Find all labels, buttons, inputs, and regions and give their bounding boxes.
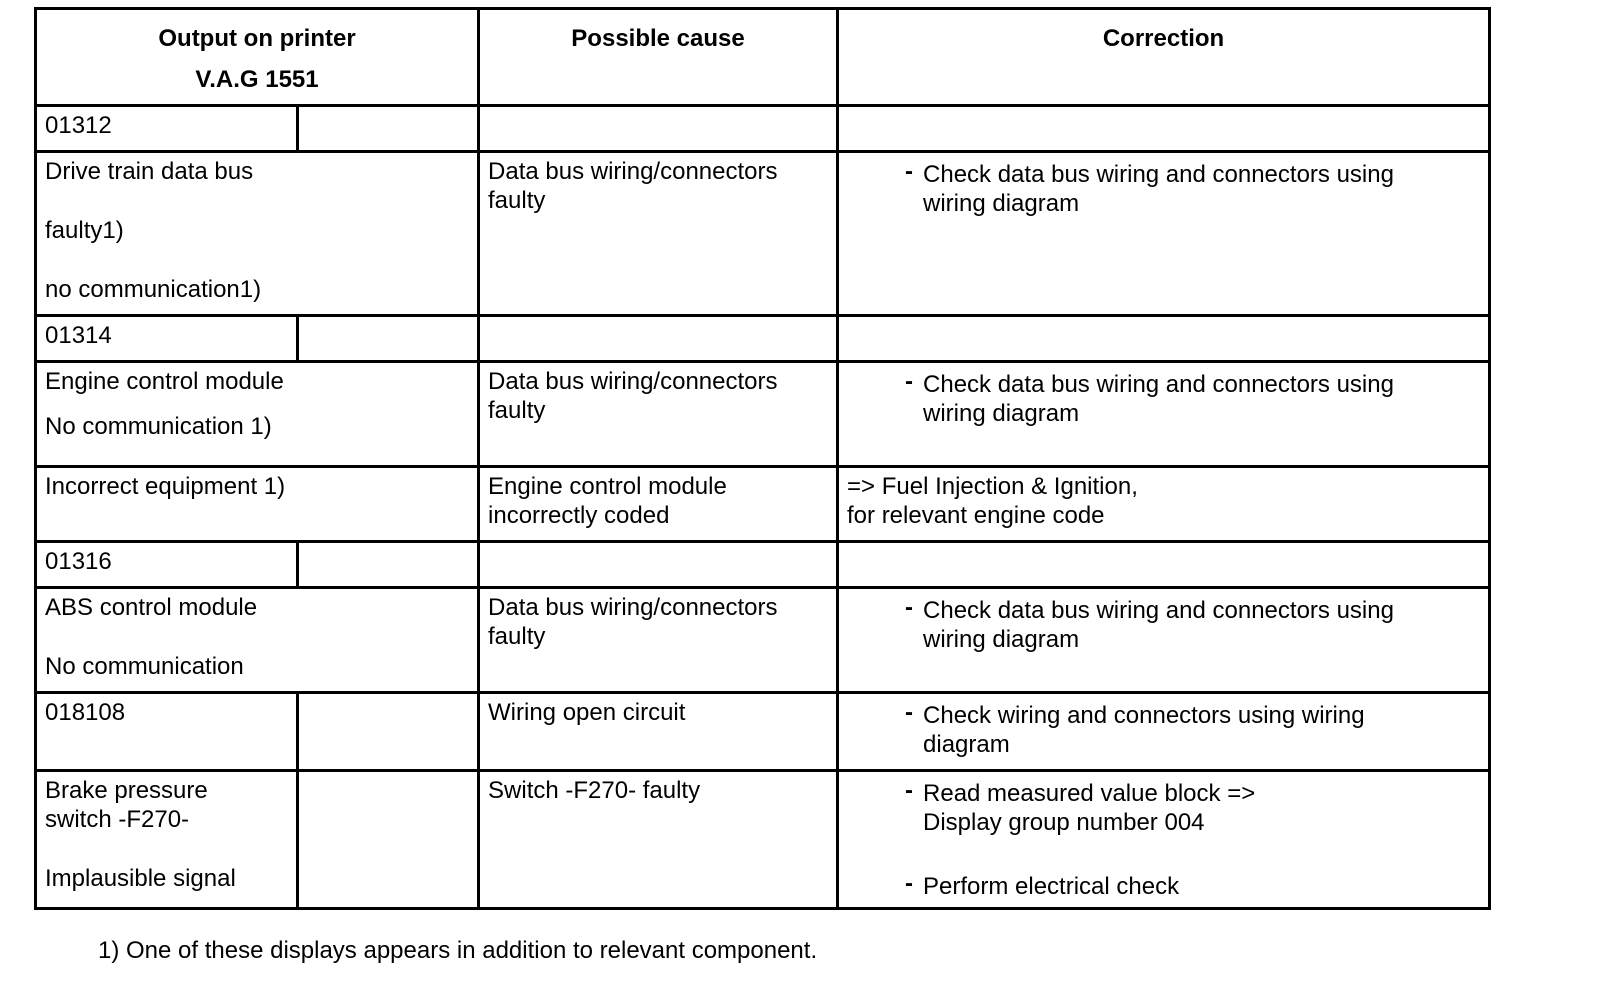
fault-table <box>34 7 1491 910</box>
table-row <box>36 467 1490 542</box>
correction-line: Check wiring and connectors using wiring <box>923 702 1365 729</box>
correction <box>838 588 1490 693</box>
possible-cause <box>479 588 838 693</box>
dash-bullet-icon: - <box>905 699 914 726</box>
correction-step <box>847 698 1480 759</box>
correction-line: wiring diagram <box>923 190 1080 217</box>
fault-code: 01312 <box>36 106 298 152</box>
table-row <box>36 693 1490 771</box>
possible-cause <box>479 467 838 542</box>
cause-line: Data bus wiring/connectors <box>488 158 778 185</box>
header-output-line1: Output on printer <box>158 25 356 52</box>
table-row <box>36 542 1490 588</box>
possible-cause <box>479 152 838 316</box>
table-header-row <box>36 9 1490 106</box>
fault-line: switch -F270- <box>45 806 190 833</box>
possible-cause: Wiring open circuit <box>479 693 838 771</box>
correction-line: Check data bus wiring and connectors using <box>923 161 1394 188</box>
cause-line: faulty <box>488 187 546 214</box>
empty-cell <box>479 316 838 362</box>
empty-cell <box>298 771 479 909</box>
fault-description: Incorrect equipment 1) <box>36 467 479 542</box>
fault-line: Implausible signal <box>45 865 236 892</box>
correction-line: diagram <box>923 731 1010 758</box>
empty-cell <box>298 106 479 152</box>
correction-line: Check data bus wiring and connectors using <box>923 371 1394 398</box>
fault-line: No communication 1) <box>45 413 272 440</box>
possible-cause <box>479 362 838 467</box>
correction-step <box>847 776 1480 837</box>
footnote: 1) One of these displays appears in addition to relevant component. <box>98 937 818 964</box>
dash-bullet-icon: - <box>905 368 914 395</box>
correction <box>838 467 1490 542</box>
empty-cell <box>298 542 479 588</box>
correction-line: Read measured value block => <box>923 780 1256 807</box>
header-output-line2: V.A.G 1551 <box>195 66 319 93</box>
fault-line: ABS control module <box>45 594 258 621</box>
table-row <box>36 316 1490 362</box>
header-correction: Correction <box>838 9 1490 106</box>
empty-cell <box>479 542 838 588</box>
cause-line: Engine control module <box>488 473 727 500</box>
table-row <box>36 588 1490 693</box>
correction-line: Display group number 004 <box>923 809 1205 836</box>
correction-step <box>847 593 1480 654</box>
cause-line: faulty <box>488 623 546 650</box>
correction-line: => Fuel Injection & Ignition, <box>847 473 1138 500</box>
correction-step <box>847 367 1480 428</box>
cause-line: Data bus wiring/connectors <box>488 594 778 621</box>
table-row <box>36 106 1490 152</box>
empty-cell <box>838 106 1490 152</box>
fault-description <box>36 771 298 909</box>
correction-line: wiring diagram <box>923 626 1080 653</box>
empty-cell <box>298 693 479 771</box>
fault-line: No communication <box>45 653 244 680</box>
correction-line: Perform electrical check <box>923 873 1180 900</box>
dash-bullet-icon: - <box>905 777 914 804</box>
header-possible-cause: Possible cause <box>479 9 838 106</box>
correction <box>838 693 1490 771</box>
correction <box>838 362 1490 467</box>
correction <box>838 152 1490 316</box>
fault-line: Brake pressure <box>45 777 208 804</box>
cause-line: faulty <box>488 397 546 424</box>
fault-code: 018108 <box>36 693 298 771</box>
correction-step <box>847 869 1480 901</box>
correction-line: wiring diagram <box>923 400 1080 427</box>
dash-bullet-icon: - <box>905 870 914 897</box>
cause-line: Data bus wiring/connectors <box>488 368 778 395</box>
dash-bullet-icon: - <box>905 594 914 621</box>
fault-description <box>36 152 479 316</box>
header-output-on-printer <box>36 9 479 106</box>
fault-code: 01316 <box>36 542 298 588</box>
cause-line: incorrectly coded <box>488 502 670 529</box>
table-row <box>36 771 1490 909</box>
table-row <box>36 362 1490 467</box>
fault-description <box>36 362 479 467</box>
fault-line: Drive train data bus <box>45 158 254 185</box>
fault-description <box>36 588 479 693</box>
correction-line: for relevant engine code <box>847 502 1105 529</box>
empty-cell <box>298 316 479 362</box>
fault-line: faulty1) <box>45 217 124 244</box>
possible-cause: Switch -F270- faulty <box>479 771 838 909</box>
dash-bullet-icon: - <box>905 158 914 185</box>
correction-line: Check data bus wiring and connectors using <box>923 597 1394 624</box>
fault-line: Engine control module <box>45 368 284 395</box>
fault-line: no communication1) <box>45 276 262 303</box>
fault-code: 01314 <box>36 316 298 362</box>
table-row <box>36 152 1490 316</box>
correction <box>838 771 1490 909</box>
empty-cell <box>838 316 1490 362</box>
correction-step <box>847 157 1480 218</box>
empty-cell <box>838 542 1490 588</box>
empty-cell <box>479 106 838 152</box>
